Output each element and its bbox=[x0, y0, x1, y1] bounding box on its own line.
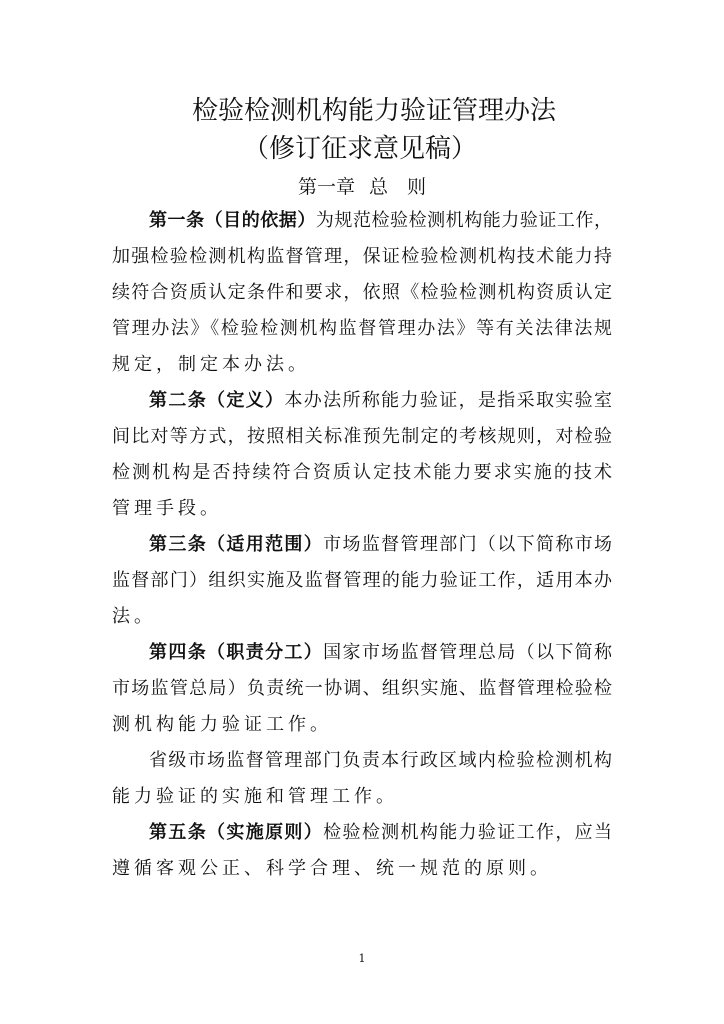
article-heading: 第三条（适用范围） bbox=[149, 534, 324, 555]
article-paragraph bbox=[112, 817, 612, 889]
article-heading: 第五条（实施原则） bbox=[149, 822, 324, 843]
line-text: 加强检验检测机构监督管理，保证检验检测机构技术能力持 bbox=[112, 246, 612, 267]
line-text: 间比对等方式，按照相关标准预先制定的考核规则，对检验 bbox=[112, 426, 612, 447]
chapter-heading: 第一章 总 则 bbox=[297, 176, 427, 198]
article-paragraph bbox=[112, 745, 612, 817]
paragraph-line bbox=[112, 421, 612, 457]
paragraph-line bbox=[112, 745, 612, 781]
page-number: 1 bbox=[358, 952, 366, 965]
paragraph-line bbox=[112, 385, 612, 421]
paragraph-line bbox=[112, 313, 612, 349]
line-text: 检测机构是否持续符合资质认定技术能力要求实施的技术 bbox=[112, 462, 612, 483]
paragraph-line bbox=[112, 853, 612, 889]
document-subtitle: （修订征求意见稿） bbox=[242, 134, 477, 164]
article-paragraph bbox=[112, 205, 612, 385]
line-text: 法。 bbox=[112, 606, 156, 627]
paragraph-line bbox=[112, 277, 612, 313]
article-paragraph bbox=[112, 637, 612, 745]
line-text: 为规范检验检测机构能力验证工作， bbox=[315, 210, 612, 231]
article-heading: 第一条（目的依据） bbox=[149, 210, 316, 231]
paragraph-line bbox=[112, 817, 612, 853]
line-text: 能力验证的实施和管理工作。 bbox=[112, 786, 398, 807]
paragraph-line bbox=[112, 565, 612, 601]
line-text: 检验检测机构能力验证工作，应当 bbox=[323, 822, 613, 843]
paragraph-line bbox=[112, 493, 612, 529]
line-text: 管理办法》《检验检测机构监督管理办法》等有关法律法规 bbox=[112, 318, 612, 339]
document-title: 检验检测机构能力验证管理办法 bbox=[191, 96, 556, 126]
article-paragraph bbox=[112, 385, 612, 529]
line-text: 本办法所称能力验证，是指采取实验室 bbox=[284, 390, 613, 411]
line-text: 省级市场监督管理部门负责本行政区域内检验检测机构 bbox=[149, 750, 612, 771]
article-heading: 第二条（定义） bbox=[149, 390, 285, 411]
article-paragraph bbox=[112, 529, 612, 637]
paragraph-line bbox=[112, 709, 612, 745]
paragraph-line bbox=[112, 781, 612, 817]
paragraph-line bbox=[112, 601, 612, 637]
line-text: 监督部门）组织实施及监督管理的能力验证工作，适用本办 bbox=[112, 570, 612, 591]
paragraph-line bbox=[112, 673, 612, 709]
line-text: 测机构能力验证工作。 bbox=[112, 714, 332, 735]
line-text: 管理手段。 bbox=[112, 498, 222, 519]
paragraph-line bbox=[112, 349, 612, 385]
line-text: 规定，制定本办法。 bbox=[112, 354, 310, 375]
paragraph-line bbox=[112, 637, 612, 673]
line-text: 续符合资质认定条件和要求，依照《检验检测机构资质认定 bbox=[112, 282, 612, 303]
paragraph-line bbox=[112, 205, 612, 241]
line-text: 遵循客观公正、科学合理、统一规范的原则。 bbox=[112, 858, 552, 879]
paragraph-line bbox=[112, 457, 612, 493]
document-body bbox=[112, 205, 612, 889]
line-text: 国家市场监督管理总局（以下简称 bbox=[323, 642, 613, 663]
paragraph-line bbox=[112, 241, 612, 277]
line-text: 市场监督管理部门（以下简称市场 bbox=[323, 534, 613, 555]
article-heading: 第四条（职责分工） bbox=[149, 642, 324, 663]
line-text: 市场监管总局）负责统一协调、组织实施、监督管理检验检 bbox=[112, 678, 612, 699]
paragraph-line bbox=[112, 529, 612, 565]
